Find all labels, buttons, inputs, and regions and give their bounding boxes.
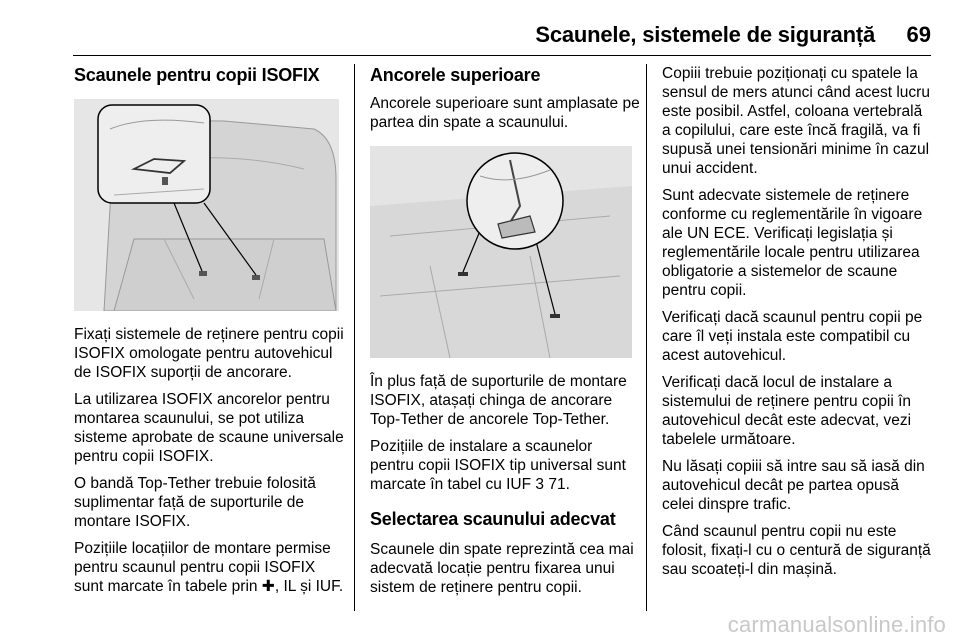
page-reference-icon: 3 xyxy=(535,476,545,493)
paragraph: Sunt adecvate sistemele de reținere conforme cu reglementările în vigoare ale UN ECE. Verificați legislația și reglementările locale pentru utilizarea obligatorie a sistemelor de scaune pentru copii. xyxy=(662,187,923,299)
paragraph: O bandă Top-Tether trebuie folosită suplimentar față de suporturile de montare ISOFIX. xyxy=(74,475,316,530)
page-header xyxy=(0,0,960,58)
paragraph: Când scaunul pentru copii nu este folosit, fixați-l cu o centură de siguranță sau scoateți-l din mașină. xyxy=(662,523,931,578)
paragraph-positions xyxy=(370,437,640,494)
watermark-logo: carmanualsonline.info xyxy=(727,612,946,637)
column-1 xyxy=(74,64,346,604)
column-divider-2 xyxy=(646,64,647,611)
section-heading-select-seat: Selectarea scaunului adecvat xyxy=(370,509,616,529)
page-title: Scaunele, sistemele de siguranță xyxy=(535,22,875,47)
top-tether-illustration xyxy=(370,146,632,358)
page-reference[interactable]: 71. xyxy=(548,476,570,493)
paragraph: Nu lăsați copiii să intre sau să iasă din autovehicul decât pe partea opusă celei dinspre trafic. xyxy=(662,458,925,513)
section-heading-top-anchors: Ancorele superioare xyxy=(370,65,541,85)
paragraph-text: , IL și IUF. xyxy=(274,578,344,595)
column-divider-1 xyxy=(354,64,355,611)
column-2 xyxy=(370,64,640,605)
paragraph: Ancorele superioare sunt amplasate pe partea din spate a scaunului. xyxy=(370,95,640,131)
page-number: 69 xyxy=(906,22,931,47)
isofix-cross-icon: ✚ xyxy=(261,578,275,595)
paragraph-text: Pozițiile de instalare a scaunelor pentru copii ISOFIX tip universal sunt marcate în tabel cu IUF xyxy=(370,438,626,493)
section-heading-isofix: Scaunele pentru copii ISOFIX xyxy=(74,65,320,85)
column-3 xyxy=(662,64,934,587)
paragraph: La utilizarea ISOFIX ancorelor pentru montarea scaunului, se pot utiliza sisteme aprobate de scaune universale pentru copii ISOFIX. xyxy=(74,391,344,465)
isofix-illustration xyxy=(74,99,339,311)
paragraph: Copiii trebuie poziționați cu spatele la sensul de mers atunci când acest lucru este posibil. Astfel, coloana vertebrală a copilului, care este încă fragilă, va fi supusă unei tensionări minime în cazul unui accident. xyxy=(662,65,930,177)
paragraph-positions xyxy=(74,539,346,596)
paragraph-text: Pozițiile locațiilor de montare permise pentru scaunul pentru copii ISOFIX sunt marcate în tabele prin xyxy=(74,540,331,595)
paragraph: Fixați sistemele de reținere pentru copii ISOFIX omologate pentru autovehicul de ISOFIX suporții de ancorare. xyxy=(74,326,344,381)
paragraph: În plus față de suporturile de montare ISOFIX, atașați chinga de ancorare Top-Tether de ancorele Top-Tether. xyxy=(370,373,627,428)
paragraph: Verificați dacă locul de instalare a sistemului de reținere pentru copii în autovehicul decât este adecvat, vezi tabelele următoare. xyxy=(662,374,912,448)
paragraph: Verificați dacă scaunul pentru copii pe care îl veți instala este compatibil cu acest autovehicul. xyxy=(662,309,923,364)
header-divider xyxy=(73,55,931,56)
paragraph: Scaunele din spate reprezintă cea mai adecvată locație pentru fixarea unui sistem de reținere pentru copii. xyxy=(370,541,634,596)
